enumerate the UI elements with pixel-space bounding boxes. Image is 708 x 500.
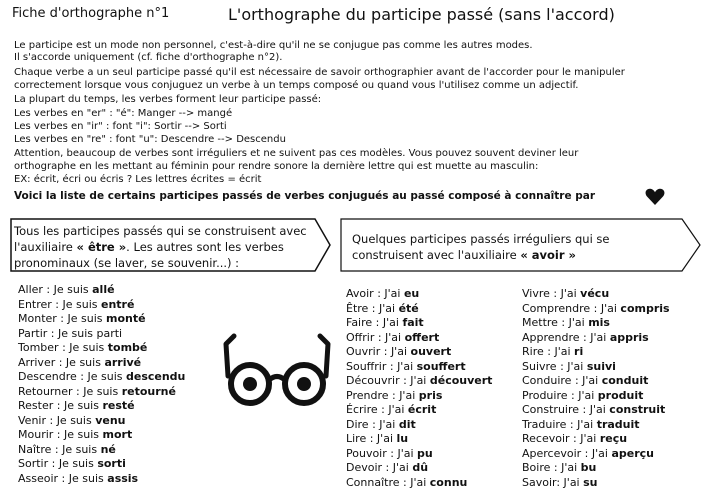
intro-line: EX: écrit, écri ou écris ? Les lettres écrites = écrit [14, 174, 262, 185]
verb-row [522, 345, 670, 360]
verb-row [522, 360, 670, 375]
verb-conjugation: Pouvoir : J'ai [346, 446, 418, 460]
avoir-rule-text-start: Quelques participes passés irréguliers qui se construisent avec l'auxiliaire [352, 232, 610, 262]
past-participle: retourné [121, 384, 176, 398]
verb-conjugation: Descendre : Je suis [18, 370, 126, 383]
past-participle: appris [609, 330, 649, 344]
verb-row [18, 443, 185, 458]
verb-conjugation: Aller : Je suis [18, 283, 93, 296]
verb-conjugation: Devoir : J'ai [346, 461, 413, 474]
verb-row [346, 302, 492, 317]
verb-conjugation: Entrer : Je suis [18, 297, 101, 311]
intro-line: Les verbes en "re" : font "u": Descendre --> Descendu [14, 134, 286, 145]
verb-conjugation: Boire : J'ai [522, 461, 581, 474]
verb-row [522, 432, 670, 447]
verb-conjugation: Arriver : Je suis [18, 355, 105, 369]
verb-row [346, 403, 492, 418]
past-participle: souffert [416, 359, 466, 373]
past-participle: offert [404, 330, 440, 344]
verb-row [18, 414, 185, 429]
past-participle: construit [609, 403, 666, 416]
verb-conjugation: Conduire : J'ai [522, 374, 602, 387]
verb-row [346, 432, 492, 447]
past-participle: écrit [407, 403, 437, 416]
past-participle: découvert [429, 374, 493, 387]
verb-row [18, 385, 185, 400]
verb-conjugation: Lire : J'ai [346, 432, 397, 445]
past-participle: suivi [586, 359, 616, 373]
verb-row [18, 472, 185, 487]
etre-auxiliary: « être » [76, 240, 127, 254]
heart-icon [645, 188, 665, 206]
past-participle: ri [574, 345, 584, 358]
verb-conjugation: Vivre : J'ai [522, 287, 581, 300]
verb-conjugation: Retourner : Je suis [18, 384, 122, 398]
verb-conjugation: Connaître : J'ai [346, 475, 430, 489]
etre-rule-text-start: Tous les participes passés qui se construisent avec l'auxiliaire [14, 224, 307, 254]
verb-row [18, 457, 185, 472]
avoir-verb-list-1 [346, 287, 492, 490]
verb-conjugation: Savoir: J'ai [522, 475, 584, 489]
past-participle: connu [429, 475, 468, 489]
verb-conjugation: Faire : J'ai [346, 316, 403, 329]
page-title: L'orthographe du participe passé (sans l'accord) [228, 5, 615, 24]
verb-row [346, 374, 492, 389]
past-participle: sorti [97, 457, 126, 470]
verb-conjugation: Mourir : Je suis [18, 428, 103, 441]
past-participle: mort [102, 428, 133, 441]
intro-line: Il s'accorde uniquement (cf. fiche d'orthographe n°2). [14, 52, 283, 63]
verb-row [346, 461, 492, 476]
verb-row [346, 287, 492, 302]
past-participle: aperçu [611, 446, 654, 460]
verb-row [346, 345, 492, 360]
past-participle: su [583, 475, 598, 489]
past-participle: été [398, 301, 419, 315]
verb-conjugation: Offrir : J'ai [346, 330, 405, 344]
verb-row [346, 360, 492, 375]
verb-conjugation: Venir : Je suis [18, 413, 96, 427]
verb-row [346, 418, 492, 433]
verb-row [346, 476, 492, 491]
past-participle: traduit [596, 417, 640, 431]
etre-rule-text-end: . Les autres sont les verbes pronominaux (se laver, se souvenir...) : [14, 240, 284, 270]
list-intro-line: Voici la liste de certains participes passés de verbes conjugués au passé composé à connaître par [14, 190, 596, 202]
verb-row [18, 312, 185, 327]
verb-conjugation: Rire : J'ai [522, 345, 575, 358]
verb-row [346, 447, 492, 462]
verb-conjugation: Rester : Je suis [18, 399, 103, 412]
intro-line: Le participe est un mode non personnel, c'est-à-dire qu'il ne se conjugue pas comme les autres modes. [14, 40, 533, 51]
verb-conjugation: Tomber : Je suis [18, 341, 108, 354]
past-participle: dû [412, 461, 429, 474]
intro-line: La plupart du temps, les verbes forment leur participe passé: [14, 94, 322, 105]
glasses-icon [222, 330, 332, 410]
past-participle: ouvert [410, 345, 452, 358]
verb-conjugation: Mettre : J'ai [522, 316, 589, 329]
verb-row [522, 316, 670, 331]
verb-conjugation: Apercevoir : J'ai [522, 446, 612, 460]
past-participle: allé [92, 283, 115, 296]
verb-conjugation: Découvrir : J'ai [346, 374, 430, 387]
verb-conjugation: Souffrir : J'ai [346, 359, 417, 373]
verb-conjugation: Comprendre : J'ai [522, 301, 621, 315]
past-participle: descendu [125, 370, 186, 383]
past-participle: monté [106, 312, 146, 325]
past-participle: produit [597, 388, 644, 402]
intro-line: Les verbes en "ir" : font "i": Sortir --> Sorti [14, 121, 227, 132]
intro-line: Chaque verbe a un seul participe passé qu'il est nécessaire de savoir orthographier avant de l'accorder pour le manipuler [14, 67, 625, 78]
verb-conjugation: Ouvrir : J'ai [346, 345, 411, 358]
verb-row [18, 399, 185, 414]
past-participle: arrivé [104, 355, 142, 369]
verb-conjugation: Prendre : J'ai [346, 388, 419, 402]
past-participle: venu [95, 413, 126, 427]
past-participle: dit [398, 417, 416, 431]
verb-row [522, 461, 670, 476]
past-participle: conduit [601, 374, 649, 387]
verb-row [346, 316, 492, 331]
verb-conjugation: Recevoir : J'ai [522, 432, 600, 445]
verb-row [18, 298, 185, 313]
verb-conjugation: Naître : Je suis [18, 442, 101, 456]
intro-line: correctement lorsque vous conjuguez un verbe à un temps composé ou quand vous l'utilisez comme un adjectif. [14, 80, 579, 91]
verb-row [522, 447, 670, 462]
past-participle: assis [107, 471, 139, 485]
verb-conjugation: Apprendre : J'ai [522, 330, 610, 344]
verb-row [18, 356, 185, 371]
verb-conjugation: Dire : J'ai [346, 417, 399, 431]
past-participle: mis [588, 316, 610, 329]
verb-conjugation: Traduire : J'ai [522, 417, 597, 431]
past-participle: fait [402, 316, 424, 329]
etre-rule-box [10, 218, 332, 272]
avoir-verb-list-2 [522, 287, 670, 490]
verb-row [346, 331, 492, 346]
verb-conjugation: Construire : J'ai [522, 403, 610, 416]
verb-row [346, 389, 492, 404]
past-participle: eu [403, 287, 420, 300]
verb-row [18, 341, 185, 356]
past-participle: lu [396, 432, 409, 445]
past-participle: resté [102, 399, 135, 412]
verb-conjugation: Monter : Je suis [18, 312, 106, 325]
verb-row [522, 476, 670, 491]
verb-conjugation: Produire : J'ai [522, 388, 598, 402]
past-participle: pu [417, 446, 433, 460]
avoir-rule-text [352, 231, 682, 263]
intro-line: orthographe en les mettant au féminin pour rendre sonore la dernière lettre qui est muette au masculin: [14, 161, 539, 172]
past-participle: compris [620, 301, 670, 315]
verb-conjugation: Partir : Je suis parti [18, 326, 123, 340]
verb-conjugation: Asseoir : Je suis [18, 471, 108, 485]
verb-conjugation: Écrire : J'ai [346, 403, 408, 416]
past-participle: entré [101, 297, 135, 311]
past-participle: vécu [580, 287, 610, 300]
verb-row [18, 370, 185, 385]
verb-conjugation: Avoir : J'ai [346, 287, 404, 300]
past-participle: né [100, 442, 116, 456]
verb-row [522, 418, 670, 433]
verb-row [522, 331, 670, 346]
verb-conjugation: Suivre : J'ai [522, 359, 587, 373]
etre-rule-text [14, 223, 319, 271]
verb-row [522, 403, 670, 418]
sheet-label: Fiche d'orthographe n°1 [12, 6, 170, 21]
avoir-rule-box [340, 218, 702, 272]
past-participle: tombé [107, 341, 148, 354]
past-participle: pris [418, 388, 443, 402]
verb-row [18, 327, 185, 342]
verb-row [522, 389, 670, 404]
verb-conjugation: Être : J'ai [346, 301, 399, 315]
intro-line: Les verbes en "er" : "é": Manger --> mangé [14, 108, 233, 119]
verb-conjugation: Sortir : Je suis [18, 457, 98, 470]
verb-row [522, 302, 670, 317]
past-participle: reçu [599, 432, 628, 445]
verb-row [522, 287, 670, 302]
past-participle: bu [580, 461, 597, 474]
verb-row [18, 428, 185, 443]
verb-row [18, 283, 185, 298]
verb-row [522, 374, 670, 389]
intro-line: Attention, beaucoup de verbes sont irréguliers et ne suivent pas ces modèles. Vous pouvez souvent deviner leur [14, 148, 579, 159]
etre-verb-list [18, 283, 185, 486]
avoir-auxiliary: « avoir » [520, 248, 576, 262]
